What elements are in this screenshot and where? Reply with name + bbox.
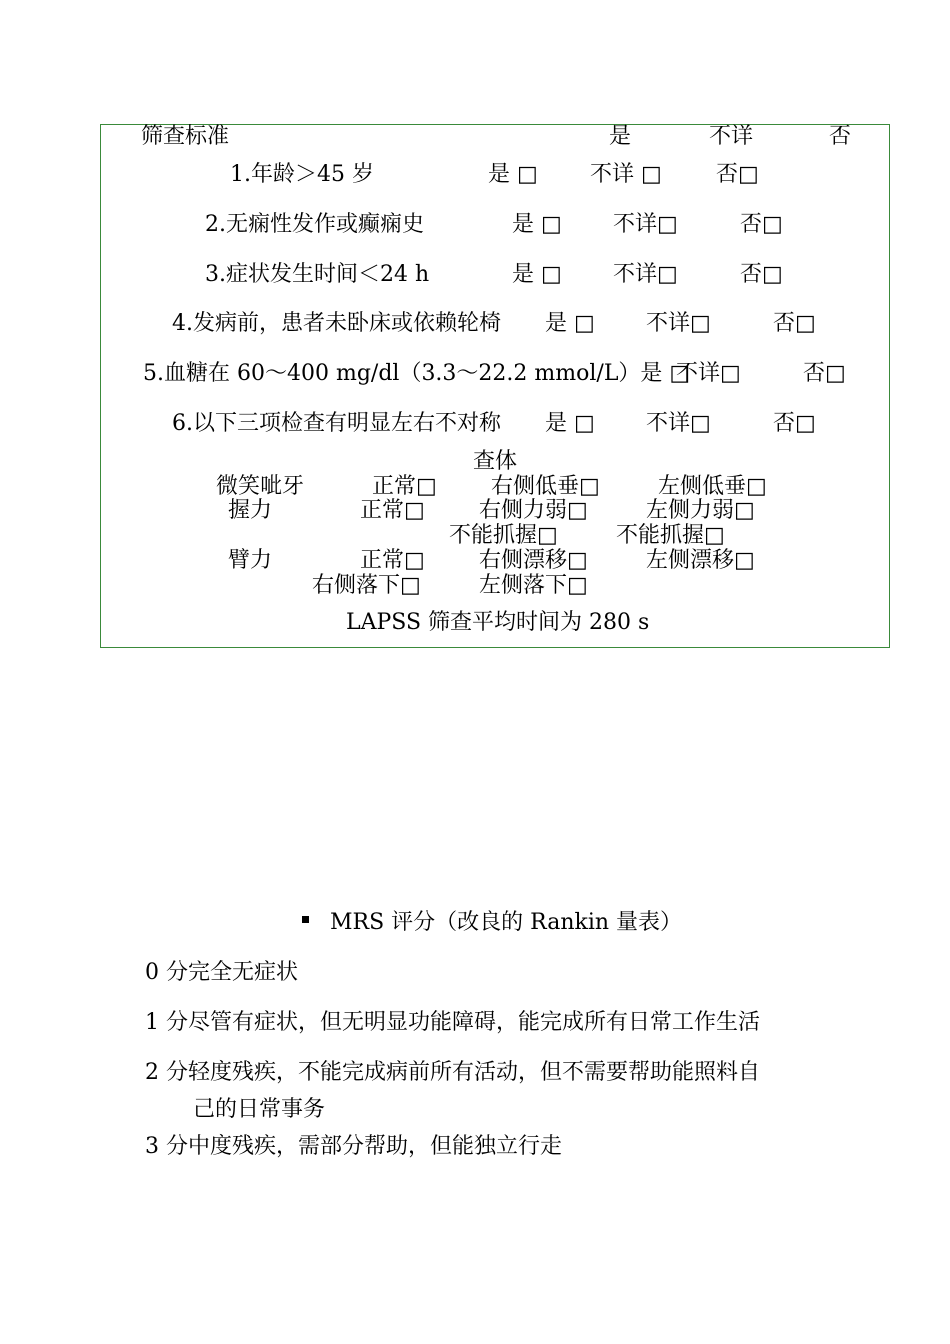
criterion-1-yes-checkbox[interactable]: 是 □ (488, 162, 538, 187)
criterion-2-unknown-checkbox[interactable]: 不详□ (613, 212, 678, 237)
criterion-2-yes-checkbox[interactable]: 是 □ (512, 212, 562, 237)
grip-normal-checkbox[interactable]: 正常□ (360, 498, 425, 523)
criterion-3-yes-checkbox[interactable]: 是 □ (512, 262, 562, 287)
criterion-1-label: 1.年龄＞45 岁 (230, 162, 374, 187)
mrs-item-2-continued: 己的日常事务 (193, 1097, 326, 1122)
arm-normal-checkbox[interactable]: 正常□ (360, 548, 425, 573)
arm-right-fall-checkbox[interactable]: 右侧落下□ (312, 573, 421, 598)
criterion-5-label: 5.血糖在 60～400 mg/dl（3.3～22.2 mmol/L）是 □ (143, 361, 691, 386)
criterion-1-unknown-checkbox[interactable]: 不详 □ (590, 162, 662, 187)
mrs-item-3: 3 分中度残疾，需部分帮助，但能独立行走 (145, 1134, 562, 1159)
smile-label: 微笑呲牙 (216, 474, 305, 499)
arm-left-drift-checkbox[interactable]: 左侧漂移□ (646, 548, 755, 573)
lapss-footer-note: LAPSS 筛查平均时间为 280 s (346, 610, 650, 635)
criterion-5-unknown-checkbox[interactable]: 不详□ (676, 361, 741, 386)
smile-normal-checkbox[interactable]: 正常□ (372, 474, 437, 499)
criterion-6-unknown-checkbox[interactable]: 不详□ (646, 411, 711, 436)
criterion-5-no-checkbox[interactable]: 否□ (803, 361, 846, 386)
arm-left-fall-checkbox[interactable]: 左侧落下□ (479, 573, 588, 598)
mrs-item-1: 1 分尽管有症状，但无明显功能障碍，能完成所有日常工作生活 (145, 1010, 760, 1035)
criterion-6-label: 6.以下三项检查有明显左右不对称 (172, 411, 501, 436)
bullet-square-icon (302, 916, 309, 923)
mrs-item-2: 2 分轻度残疾，不能完成病前所有活动，但不需要帮助能照料自 (145, 1060, 760, 1085)
no-header: 否 (829, 124, 852, 149)
criterion-4-no-checkbox[interactable]: 否□ (773, 311, 816, 336)
grip-right-weak-checkbox[interactable]: 右侧力弱□ (479, 498, 588, 523)
mrs-item-0: 0 分完全无症状 (145, 960, 298, 985)
yes-header: 是 (609, 124, 632, 149)
criterion-2-label: 2.无痫性发作或癫痫史 (205, 212, 424, 237)
mrs-title: MRS 评分（改良的 Rankin 量表） (330, 910, 683, 935)
smile-left-droop-checkbox[interactable]: 左侧低垂□ (658, 474, 767, 499)
criteria-header: 筛查标准 (141, 124, 230, 149)
unknown-header: 不详 (709, 124, 754, 149)
criterion-2-no-checkbox[interactable]: 否□ (740, 212, 783, 237)
criterion-3-label: 3.症状发生时间＜24 h (205, 262, 430, 287)
grip-left-weak-checkbox[interactable]: 左侧力弱□ (646, 498, 755, 523)
grip-left-nograsp-checkbox[interactable]: 不能抓握□ (616, 523, 725, 548)
criterion-4-yes-checkbox[interactable]: 是 □ (545, 311, 595, 336)
arm-right-drift-checkbox[interactable]: 右侧漂移□ (479, 548, 588, 573)
smile-right-droop-checkbox[interactable]: 右侧低垂□ (491, 474, 600, 499)
criterion-4-unknown-checkbox[interactable]: 不详□ (646, 311, 711, 336)
criterion-6-yes-checkbox[interactable]: 是 □ (545, 411, 595, 436)
criterion-3-unknown-checkbox[interactable]: 不详□ (613, 262, 678, 287)
exam-title: 查体 (473, 449, 518, 474)
criterion-3-no-checkbox[interactable]: 否□ (740, 262, 783, 287)
grip-label: 握力 (228, 498, 273, 523)
criterion-1-no-checkbox[interactable]: 否□ (716, 162, 759, 187)
arm-label: 臂力 (228, 548, 273, 573)
criterion-4-label: 4.发病前，患者未卧床或依赖轮椅 (172, 311, 501, 336)
grip-right-nograsp-checkbox[interactable]: 不能抓握□ (449, 523, 558, 548)
criterion-6-no-checkbox[interactable]: 否□ (773, 411, 816, 436)
